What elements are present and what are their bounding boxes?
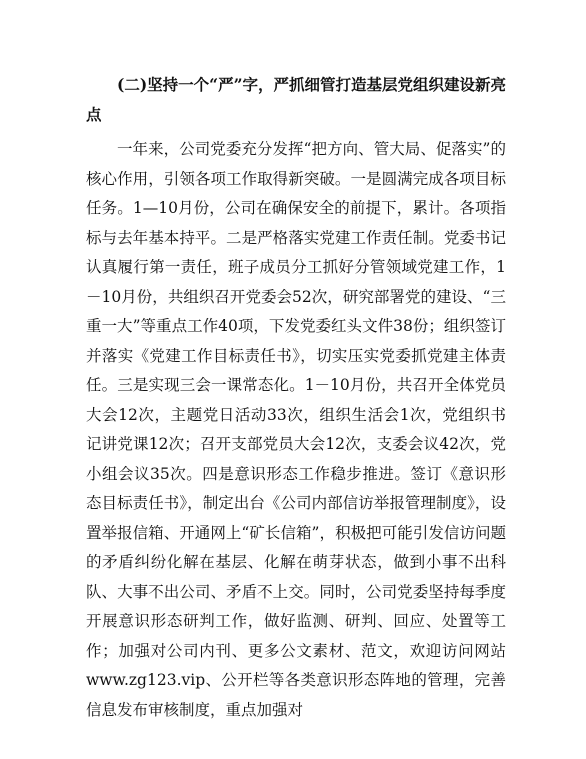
document-body xyxy=(86,70,506,725)
section-heading: (二)坚持一个“严”字，严抓细管打造基层党组织建设新亮点 xyxy=(86,75,507,124)
body-paragraph: 一年来，公司党委充分发挥“把方向、管大局、促落实”的核心作用，引领各项工作取得新突破。一是圆满完成各项目标任务。1—10月份，公司在确保安全的前提下，累计。各项指标与去年基本持平。二是严格落实党建工作责任制。党委书记认真履行第一责任，班子成员分工抓好分管领域党建工作，1－10月份，共组织召开党委会52次，研究部署党的建设、“三重一大”等重点工作40项，下发党委红头文件38份；组织签订并落实《党建工作目标责任书》，切实压实党委抓党建主体责任。三是实现三会一课常态化。1－10月份，共召开全体党员大会12次，主题党日活动33次，组织生活会1次，党组织书记讲党课12次；召开支部党员大会12次，支委会议42次，党小组会议35次。四是意识形态工作稳步推进。签订《意识形态目标责任书》，制定出台《公司内部信访举报管理制度》，设置举报信箱、开通网上“矿长信箱”，积极把可能引发信访问题的矛盾纠纷化解在基层、化解在萌芽状态，做到小事不出科队、大事不出公司、矛盾不上交。同时，公司党委坚持每季度开展意识形态研判工作，做好监测、研判、回应、处置等工作；加强对公司内刊、更多公文素材、范文，欢迎访问网站 www.zg123.vip、公开栏等各类意识形态阵地的管理，完善信息发布审核制度，重点加强对 xyxy=(86,140,506,719)
